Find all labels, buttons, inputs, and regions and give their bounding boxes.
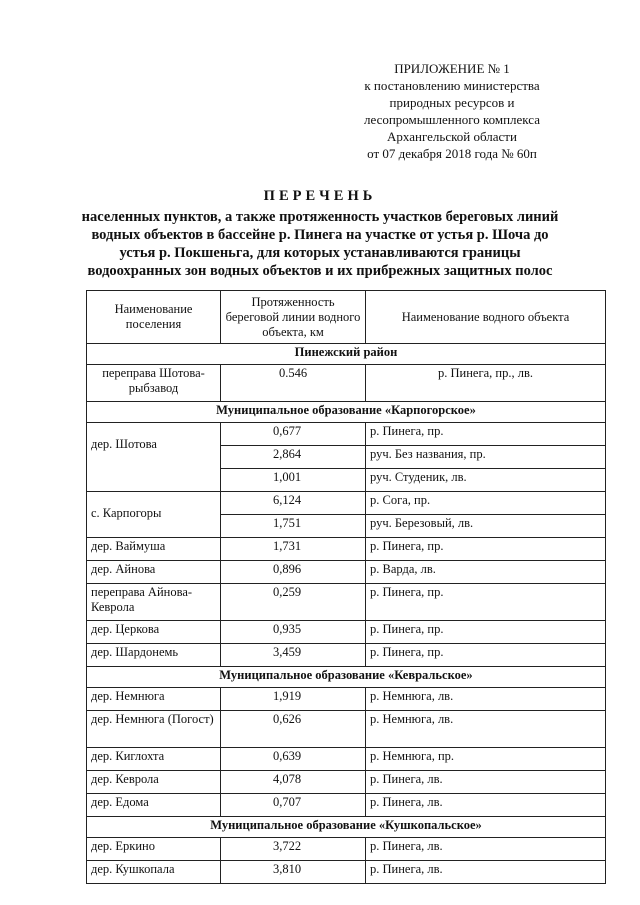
settlement-cell: дер. Едома xyxy=(87,794,221,817)
settlements-table xyxy=(86,290,606,884)
length-cell: 0,896 xyxy=(221,561,366,584)
table-row xyxy=(87,838,606,861)
water-object-cell: р. Немнюга, пр. xyxy=(366,748,606,771)
table-body xyxy=(87,344,606,884)
appendix-header xyxy=(352,60,552,162)
water-object-cell: р. Пинега, пр. xyxy=(366,538,606,561)
length-cell: 1,919 xyxy=(221,688,366,711)
length-cell: 1,751 xyxy=(221,515,366,538)
table-row xyxy=(87,584,606,621)
water-object-cell: руч. Студеник, лв. xyxy=(366,469,606,492)
table-row xyxy=(87,711,606,748)
water-object-cell: р. Пинега, лв. xyxy=(366,771,606,794)
length-cell: 0,707 xyxy=(221,794,366,817)
table-header-row xyxy=(87,291,606,344)
subtitle-line: водоохранных зон водных объектов и их прибрежных защитных полос xyxy=(87,263,553,279)
settlement-cell: дер. Немнюга xyxy=(87,688,221,711)
water-object-cell: р. Пинега, пр., лв. xyxy=(366,365,606,402)
water-object-cell: р. Немнюга, лв. xyxy=(366,688,606,711)
length-cell: 0,259 xyxy=(221,584,366,621)
water-object-cell: р. Пинега, пр. xyxy=(366,644,606,667)
water-object-cell: р. Пинега, лв. xyxy=(366,861,606,884)
water-object-cell: р. Пинега, пр. xyxy=(366,584,606,621)
settlement-cell: дер. Киглохта xyxy=(87,748,221,771)
settlement-cell: с. Карпогоры xyxy=(87,492,221,538)
appendix-line: природных ресурсов и xyxy=(389,95,515,110)
water-object-cell: руч. Березовый, лв. xyxy=(366,515,606,538)
section-row xyxy=(87,402,606,423)
table-row xyxy=(87,861,606,884)
appendix-line: Архангельской области xyxy=(387,129,517,144)
water-object-cell: руч. Без названия, пр. xyxy=(366,446,606,469)
settlement-cell: дер. Немнюга (Погост) xyxy=(87,711,221,748)
settlement-cell: дер. Кушкопала xyxy=(87,861,221,884)
table-row xyxy=(87,561,606,584)
appendix-line: ПРИЛОЖЕНИЕ № 1 xyxy=(394,61,510,76)
section-name: Муниципальное образование «Кушкопальское» xyxy=(87,817,606,838)
table-row xyxy=(87,748,606,771)
water-object-cell: р. Сога, пр. xyxy=(366,492,606,515)
settlement-cell: дер. Шотова xyxy=(87,423,221,492)
length-cell: 0.546 xyxy=(221,365,366,402)
header-settlement: Наименование поселения xyxy=(87,291,221,344)
table-row xyxy=(87,688,606,711)
subtitle-line: устья р. Покшеньга, для которых устанавливаются границы xyxy=(119,245,521,261)
length-cell: 3,459 xyxy=(221,644,366,667)
header-water-object: Наименование водного объекта xyxy=(366,291,606,344)
settlement-cell: дер. Шардонемь xyxy=(87,644,221,667)
table-row xyxy=(87,492,606,515)
section-name: Муниципальное образование «Карпогорское» xyxy=(87,402,606,423)
settlement-cell: дер. Церкова xyxy=(87,621,221,644)
table-row xyxy=(87,365,606,402)
water-object-cell: р. Пинега, пр. xyxy=(366,423,606,446)
appendix-line: к постановлению министерства xyxy=(364,78,540,93)
table-row xyxy=(87,423,606,446)
length-cell: 0,626 xyxy=(221,711,366,748)
settlement-cell: переправа Шотова-рыбзавод xyxy=(87,365,221,402)
water-object-cell: р. Варда, лв. xyxy=(366,561,606,584)
document-title: ПЕРЕЧЕНЬ xyxy=(263,188,377,204)
length-cell: 1,731 xyxy=(221,538,366,561)
length-cell: 6,124 xyxy=(221,492,366,515)
appendix-line: лесопромышленного комплекса xyxy=(363,112,540,127)
length-cell: 3,722 xyxy=(221,838,366,861)
table-row xyxy=(87,644,606,667)
table-row xyxy=(87,771,606,794)
length-cell: 4,078 xyxy=(221,771,366,794)
section-name: Муниципальное образование «Кевральское» xyxy=(87,667,606,688)
document-subtitle xyxy=(40,208,600,280)
settlement-cell: дер. Кеврола xyxy=(87,771,221,794)
length-cell: 2,864 xyxy=(221,446,366,469)
length-cell: 0,639 xyxy=(221,748,366,771)
water-object-cell: р. Пинега, пр. xyxy=(366,621,606,644)
water-object-cell: р. Немнюга, лв. xyxy=(366,711,606,748)
settlement-cell: дер. Айнова xyxy=(87,561,221,584)
settlement-cell: дер. Ваймуша xyxy=(87,538,221,561)
length-cell: 0,935 xyxy=(221,621,366,644)
water-object-cell: р. Пинега, лв. xyxy=(366,794,606,817)
section-row xyxy=(87,667,606,688)
table-row xyxy=(87,621,606,644)
settlement-cell: переправа Айнова-Кеврола xyxy=(87,584,221,621)
header-length: Протяженность береговой линии водного объекта, км xyxy=(221,291,366,344)
settlement-cell: дер. Еркино xyxy=(87,838,221,861)
length-cell: 0,677 xyxy=(221,423,366,446)
appendix-line: от 07 декабря 2018 года № 60п xyxy=(367,146,537,161)
table-row xyxy=(87,794,606,817)
district-row xyxy=(87,344,606,365)
subtitle-line: водных объектов в бассейне р. Пинега на участке от устья р. Шоча до xyxy=(91,227,549,243)
length-cell: 3,810 xyxy=(221,861,366,884)
water-object-cell: р. Пинега, лв. xyxy=(366,838,606,861)
subtitle-line: населенных пунктов, а также протяженность участков береговых линий xyxy=(81,209,559,225)
district-name: Пинежский район xyxy=(87,344,606,365)
length-cell: 1,001 xyxy=(221,469,366,492)
section-row xyxy=(87,817,606,838)
table-row xyxy=(87,538,606,561)
